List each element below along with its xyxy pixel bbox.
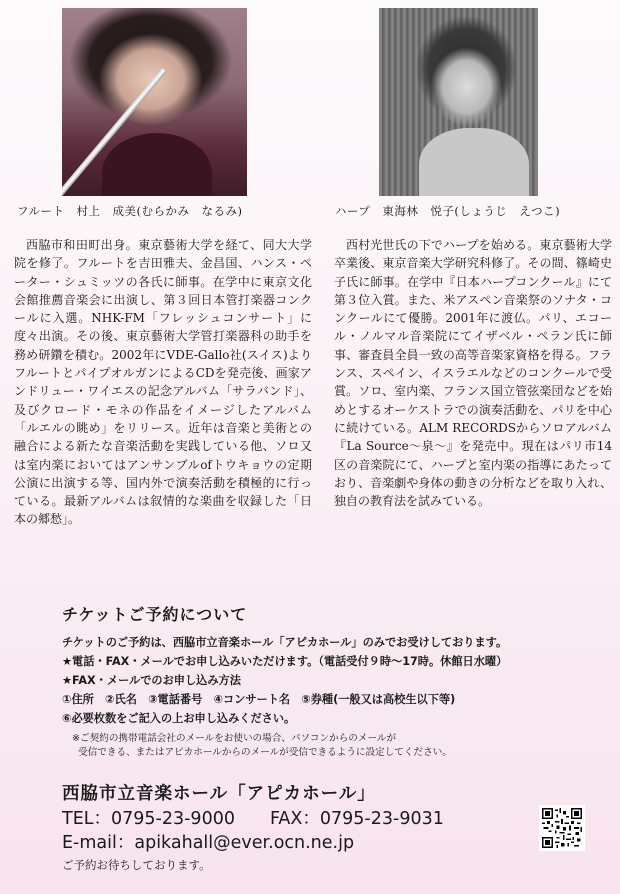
qr-code[interactable]: [539, 805, 585, 851]
venue-email[interactable]: E-mail：apikahall@ever.ocn.ne.jp: [62, 833, 355, 853]
ticket-email-note: [62, 732, 602, 759]
harpist-photo: [379, 8, 538, 196]
flutist-dress: [102, 133, 212, 196]
ticket-email-note-line2: 受信できる、またはアピカホールからのメールが受信できるように設定してください。: [72, 746, 452, 758]
ticket-contact-methods: ★電話・FAX・メールでお申し込みいただけます。（電話受付９時～17時。休館日水曜）: [62, 655, 508, 668]
flutist-photo: [62, 8, 247, 196]
ticket-required-fields: ①住所 ②氏名 ③電話番号 ④コンサート名 ⑤券種(一般又は高校生以下等): [62, 693, 456, 706]
harpist-blouse: [419, 128, 529, 196]
flutist-biography: 西脇市和田町出身。東京藝術大学を経て、同大大学院を修了。フルートを吉田雅夫、金昌国、ハンス・ペーター・シュミッツの各氏に師事。在学中に東京文化会館推薦音楽会に出演し、第３回日本管打楽器コンクールに入選。NHK-FM「フレッシュコンサート」に度々出演。その後、東京藝術大学管打楽器科の助手を務め研鑽を積む。2002年にVDE-Gallo社(スイス)よりフルートとパイプオルガンによるCDを発売後、画家アンドリュー・ワイエスの記念アルバム「サラバンド」、及びクロード・モネの作品をイメージしたアルバム「ルエルの眺め」をリリース。近年は音楽と美術との融合による新たな音楽活動を実践している他、ソロ又は室内楽においてはアンサンブルofトウキョウの定期公演に出演する等、国内外で演奏活動を積極的に行っている。最新アルバムは叙情的な楽曲を収録した「日本の郷愁」。: [14, 238, 312, 527]
ticket-reservation-section: [62, 602, 602, 759]
harpist-biography: 西村光世氏の下でハープを始める。東京藝術大学卒業後、東京音楽大学研究科修了。その間、篠崎史子氏に師事。在学中『日本ハープコンクール』にて第３位入賞。また、米アスペン音楽祭のソナタ・コンクールにて優勝。2001年に渡仏。パリ、エコール・ノルマル音楽院にてイザベル・ペラン氏に師事、審査員全員一致の高等音楽家資格を得る。フランス、スペイン、イスラエルなどのコンクールで受賞。ソロ、室内楽、フランス国立管弦楽団などを始めとするオーケストラでの演奏活動を、パリを中心に続けている。ALM RECORDSからソロアルバム『La Source～泉～』を発売中。現在はパリ市14区の音楽院にて、ハープと室内楽の指導にあたっており、音楽劇や身体の動きの分析などを取り入れ、独自の教育法を試みている。: [334, 238, 612, 509]
venue-closing-text: ご予約お待ちしております。: [62, 858, 211, 872]
ticket-intro-text: チケットのご予約は、西脇市立音楽ホール「アピカホール」のみでお受けしております。: [62, 636, 508, 649]
ticket-email-note-line1: ※ご契約の携帯電話会社のメールをお使いの場合、パソコンからのメールが: [72, 733, 397, 744]
venue-contact-section: [62, 781, 444, 873]
ticket-application-heading: ★FAX・メールでのお申し込み方法: [62, 674, 241, 687]
ticket-required-count: ⑥必要枚数をご記入の上お申し込みください。: [62, 712, 296, 725]
qr-code-icon: [542, 808, 582, 848]
flutist-caption: フルート 村上 成美(むらかみ なるみ): [17, 204, 243, 218]
ticket-section-title: チケットご予約について: [62, 605, 248, 624]
venue-name: 西脇市立音楽ホール「アピカホール」: [62, 784, 376, 804]
harpist-caption: ハープ 東海林 悦子(しょうじ えつこ): [335, 204, 561, 218]
venue-phone-fax: TEL：0795-23-9000 FAX：0795-23-9031: [62, 809, 444, 829]
